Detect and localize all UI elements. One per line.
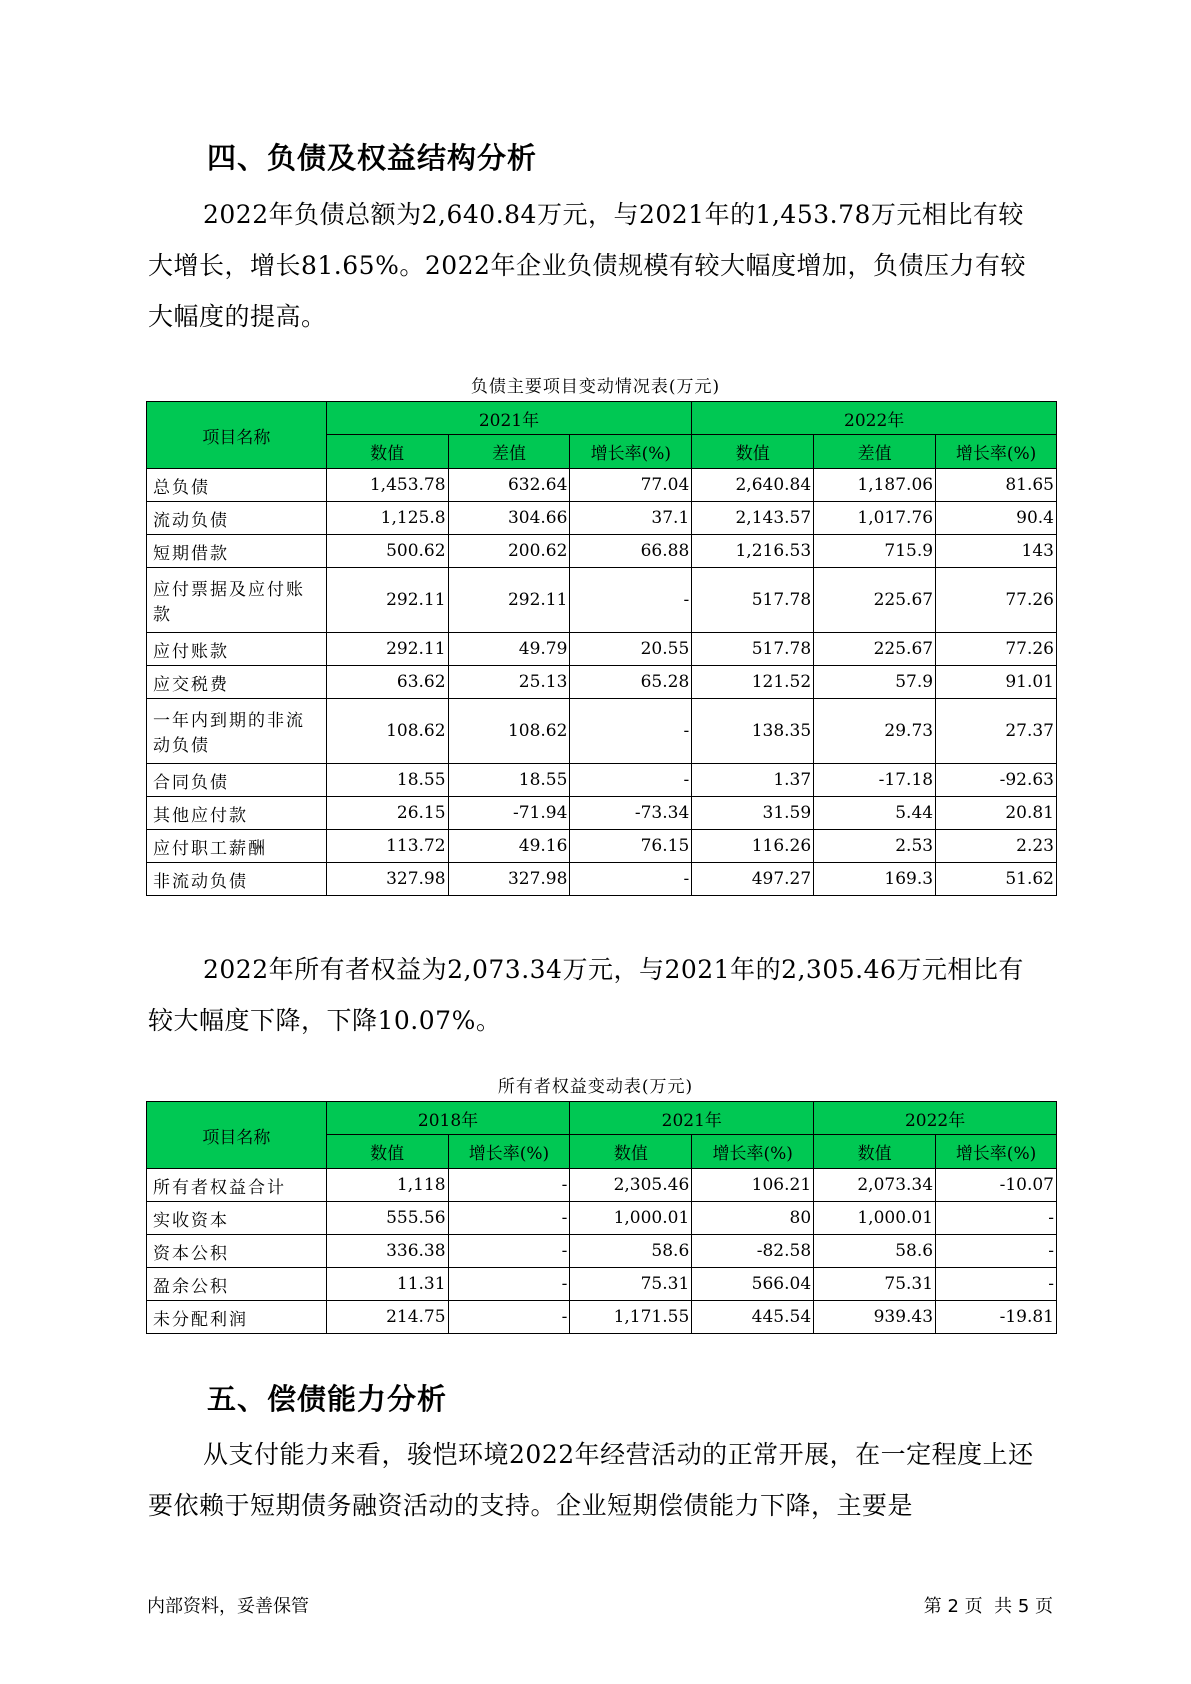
row-label: 总负债 — [147, 469, 327, 502]
table-cell: 715.9 — [814, 535, 936, 568]
row-label: 资本公积 — [147, 1235, 327, 1268]
table-cell: - — [448, 1301, 570, 1334]
table-row — [147, 699, 1057, 764]
table-cell: 555.56 — [326, 1202, 448, 1235]
table-row — [147, 666, 1057, 699]
table-cell: - — [448, 1235, 570, 1268]
table-cell: 26.15 — [326, 797, 448, 830]
table-cell: 327.98 — [448, 863, 570, 896]
table-cell: 57.9 — [814, 666, 936, 699]
table-cell: 76.15 — [570, 830, 692, 863]
table-cell: 25.13 — [448, 666, 570, 699]
year-group-header: 2021年 — [570, 1102, 814, 1135]
table-cell: 66.88 — [570, 535, 692, 568]
row-label: 实收资本 — [147, 1202, 327, 1235]
row-label: 其他应付款 — [147, 797, 327, 830]
table-cell: 11.31 — [326, 1268, 448, 1301]
table-cell: - — [936, 1235, 1057, 1268]
table-cell: 58.6 — [570, 1235, 692, 1268]
table-row — [147, 469, 1057, 502]
table-cell: - — [936, 1268, 1057, 1301]
table-cell: 292.11 — [326, 633, 448, 666]
table-row — [147, 797, 1057, 830]
table-cell: 116.26 — [692, 830, 814, 863]
table-cell: 108.62 — [326, 699, 448, 764]
column-header: 差值 — [448, 435, 570, 469]
table-cell: 1,216.53 — [692, 535, 814, 568]
table-cell: 49.16 — [448, 830, 570, 863]
table-cell: 2,073.34 — [814, 1169, 936, 1202]
footer-page-number: 第 2 页 共 5 页 — [923, 1596, 1053, 1617]
column-header: 增长率(%) — [936, 435, 1057, 469]
table-cell: 1.37 — [692, 764, 814, 797]
table-cell: 225.67 — [814, 633, 936, 666]
table-cell: - — [448, 1268, 570, 1301]
liability-summary-paragraph: 2022年负债总额为2,640.84万元，与2021年的1,453.78万元相比有较大增长，增长81.65%。2022年企业负债规模有较大幅度增加，负债压力有较大幅度的提高。 — [148, 200, 1026, 331]
table-cell: 20.55 — [570, 633, 692, 666]
column-header: 数值 — [692, 435, 814, 469]
table-cell: 497.27 — [692, 863, 814, 896]
row-label: 应付账款 — [147, 633, 327, 666]
table-cell: 77.04 — [570, 469, 692, 502]
table-row — [147, 1202, 1057, 1235]
table-cell: 31.59 — [692, 797, 814, 830]
liability-table — [146, 401, 1057, 896]
table-row — [147, 568, 1057, 633]
table-cell: 80 — [692, 1202, 814, 1235]
table-cell: 169.3 — [814, 863, 936, 896]
row-label: 盈余公积 — [147, 1268, 327, 1301]
table-row — [147, 830, 1057, 863]
name-column-header: 项目名称 — [147, 402, 327, 469]
column-header: 增长率(%) — [692, 1135, 814, 1169]
table-cell: - — [936, 1202, 1057, 1235]
table-cell: - — [448, 1202, 570, 1235]
table-cell: -19.81 — [936, 1301, 1057, 1334]
table-cell: 1,171.55 — [570, 1301, 692, 1334]
table-cell: 113.72 — [326, 830, 448, 863]
table-cell: 81.65 — [936, 469, 1057, 502]
table-cell: -71.94 — [448, 797, 570, 830]
table-cell: 2,305.46 — [570, 1169, 692, 1202]
column-header: 数值 — [326, 1135, 448, 1169]
row-label: 应付票据及应付账款 — [147, 568, 327, 633]
table-cell: 121.52 — [692, 666, 814, 699]
table-cell: 1,453.78 — [326, 469, 448, 502]
table-cell: 1,000.01 — [814, 1202, 936, 1235]
table-cell: 214.75 — [326, 1301, 448, 1334]
equity-table — [146, 1101, 1057, 1334]
table-cell: 63.62 — [326, 666, 448, 699]
column-header: 增长率(%) — [936, 1135, 1057, 1169]
table-cell: 517.78 — [692, 568, 814, 633]
row-label: 应交税费 — [147, 666, 327, 699]
table-cell: 336.38 — [326, 1235, 448, 1268]
column-header: 数值 — [326, 435, 448, 469]
table-cell: 51.62 — [936, 863, 1057, 896]
column-header: 差值 — [814, 435, 936, 469]
equity-summary-paragraph: 2022年所有者权益为2,073.34万元，与2021年的2,305.46万元相比有较大幅度下降，下降10.07%。 — [148, 955, 1024, 1035]
column-header: 数值 — [814, 1135, 936, 1169]
section-5-heading: 五、偿债能力分析 — [207, 1382, 448, 1416]
table-cell: 75.31 — [814, 1268, 936, 1301]
table-cell: - — [448, 1169, 570, 1202]
equity-table-caption: 所有者权益变动表(万元) — [497, 1077, 694, 1097]
solvency-paragraph: 从支付能力来看，骏恺环境2022年经营活动的正常开展，在一定程度上还要依赖于短期债务融资活动的支持。企业短期偿债能力下降，主要是 — [148, 1440, 1034, 1520]
column-header: 增长率(%) — [448, 1135, 570, 1169]
table-cell: 2,640.84 — [692, 469, 814, 502]
table-cell: 143 — [936, 535, 1057, 568]
column-header: 增长率(%) — [570, 435, 692, 469]
table-cell: 200.62 — [448, 535, 570, 568]
name-column-header: 项目名称 — [147, 1102, 327, 1169]
table-cell: 1,000.01 — [570, 1202, 692, 1235]
row-label: 一年内到期的非流动负债 — [147, 699, 327, 764]
table-row — [147, 764, 1057, 797]
liability-table-caption: 负债主要项目变动情况表(万元) — [470, 377, 721, 397]
table-cell: - — [570, 699, 692, 764]
year-group-header: 2022年 — [814, 1102, 1057, 1135]
table-cell: 445.54 — [692, 1301, 814, 1334]
table-cell: 37.1 — [570, 502, 692, 535]
table-cell: - — [570, 764, 692, 797]
table-cell: 2.23 — [936, 830, 1057, 863]
table-cell: 90.4 — [936, 502, 1057, 535]
column-header: 数值 — [570, 1135, 692, 1169]
table-row — [147, 1169, 1057, 1202]
table-row — [147, 535, 1057, 568]
table-cell: -73.34 — [570, 797, 692, 830]
table-cell: -10.07 — [936, 1169, 1057, 1202]
section-4-heading: 四、负债及权益结构分析 — [207, 141, 538, 175]
year-group-header: 2021年 — [326, 402, 692, 435]
row-label: 合同负债 — [147, 764, 327, 797]
table-cell: 517.78 — [692, 633, 814, 666]
table-cell: -92.63 — [936, 764, 1057, 797]
table-cell: 108.62 — [448, 699, 570, 764]
year-group-header: 2022年 — [692, 402, 1057, 435]
table-cell: 20.81 — [936, 797, 1057, 830]
table-cell: 5.44 — [814, 797, 936, 830]
table-cell: 138.35 — [692, 699, 814, 764]
table-cell: - — [570, 863, 692, 896]
table-cell: 58.6 — [814, 1235, 936, 1268]
table-cell: 292.11 — [326, 568, 448, 633]
table-cell: 75.31 — [570, 1268, 692, 1301]
table-cell: 77.26 — [936, 568, 1057, 633]
table-cell: 304.66 — [448, 502, 570, 535]
table-cell: 2,143.57 — [692, 502, 814, 535]
row-label: 短期借款 — [147, 535, 327, 568]
year-group-header: 2018年 — [326, 1102, 570, 1135]
table-cell: 1,017.76 — [814, 502, 936, 535]
table-cell: 2.53 — [814, 830, 936, 863]
table-cell: 632.64 — [448, 469, 570, 502]
table-cell: 18.55 — [326, 764, 448, 797]
table-cell: 225.67 — [814, 568, 936, 633]
row-label: 非流动负债 — [147, 863, 327, 896]
table-row — [147, 502, 1057, 535]
row-label: 应付职工薪酬 — [147, 830, 327, 863]
table-cell: 327.98 — [326, 863, 448, 896]
table-cell: 1,187.06 — [814, 469, 936, 502]
row-label: 所有者权益合计 — [147, 1169, 327, 1202]
table-cell: - — [570, 568, 692, 633]
footer-confidential-note: 内部资料，妥善保管 — [147, 1596, 309, 1617]
table-cell: 939.43 — [814, 1301, 936, 1334]
table-row — [147, 1268, 1057, 1301]
table-cell: 566.04 — [692, 1268, 814, 1301]
table-cell: 27.37 — [936, 699, 1057, 764]
table-cell: 292.11 — [448, 568, 570, 633]
table-cell: 1,125.8 — [326, 502, 448, 535]
table-row — [147, 1301, 1057, 1334]
table-row — [147, 633, 1057, 666]
table-cell: 29.73 — [814, 699, 936, 764]
row-label: 流动负债 — [147, 502, 327, 535]
table-cell: 91.01 — [936, 666, 1057, 699]
table-cell: 18.55 — [448, 764, 570, 797]
table-row — [147, 863, 1057, 896]
table-cell: -82.58 — [692, 1235, 814, 1268]
table-cell: -17.18 — [814, 764, 936, 797]
table-cell: 1,118 — [326, 1169, 448, 1202]
table-cell: 49.79 — [448, 633, 570, 666]
table-cell: 106.21 — [692, 1169, 814, 1202]
table-row — [147, 1235, 1057, 1268]
row-label: 未分配利润 — [147, 1301, 327, 1334]
table-cell: 77.26 — [936, 633, 1057, 666]
table-cell: 65.28 — [570, 666, 692, 699]
table-cell: 500.62 — [326, 535, 448, 568]
